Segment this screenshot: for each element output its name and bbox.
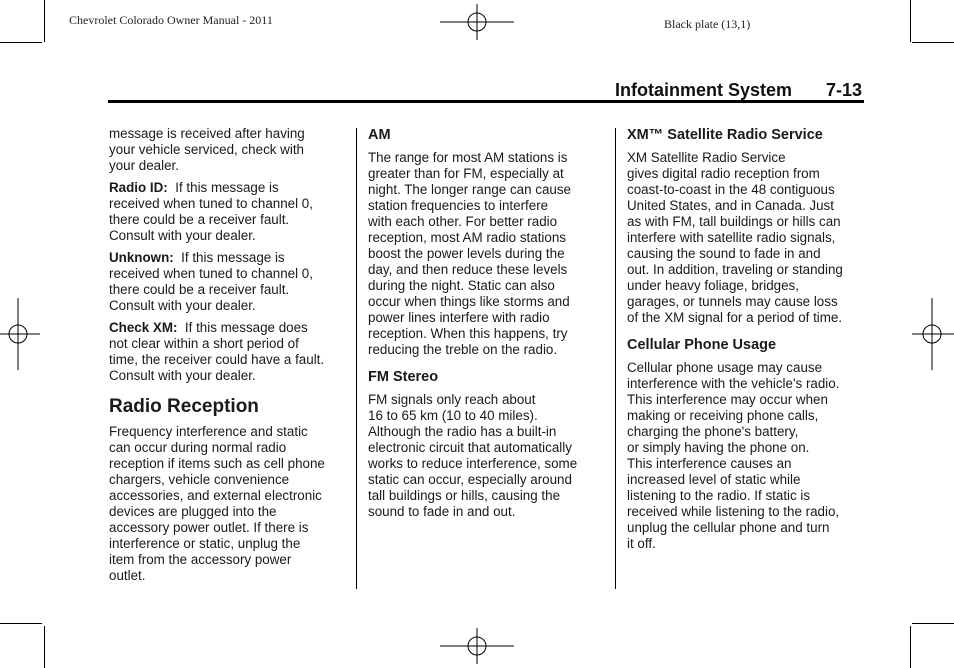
- am-paragraph: The range for most AM stations is greater than for FM, especially at night. The longer range can cause station frequencies to interfere with each other. For better radio reception, most AM radio stations boost the power levels during the day, and then reduce these levels during the night. Static can also occur when things like storms and power lines interfere with radio reception. When this happens, try reducing the treble on the radio.: [368, 150, 571, 357]
- xm-satellite-heading: XM™ Satellite Radio Service: [627, 127, 823, 143]
- column-separator-2: [615, 128, 616, 589]
- crop-mark-top-right-horizontal: [912, 42, 954, 43]
- plate-manual-title: Chevrolet Colorado Owner Manual - 2011: [69, 13, 273, 27]
- check-xm-term: Check XM:: [109, 320, 178, 335]
- fm-stereo-paragraph: FM signals only reach about 16 to 65 km (10 to 40 miles). Although the radio has a built-in electronic circuit that automatically works to reduce interference, some static can occur, especially around tall buildings or hills, causing the sound to fade in and out.: [368, 392, 578, 519]
- am-heading: AM: [368, 127, 391, 143]
- cellular-phone-heading: Cellular Phone Usage: [627, 337, 777, 353]
- radio-id-entry: Radio ID: If this message is received when tuned to channel 0, there could be a receiver fault. Consult with your dealer.: [109, 180, 313, 243]
- header-rule: [108, 100, 864, 103]
- xm-satellite-paragraph: XM Satellite Radio Service gives digital radio reception from coast-to-coast in the 48 contiguous United States, and in Canada. Just as with FM, tall buildings or hills can interfere with satellite radio signals, causing the sound to fade in and out. In addition, traveling or standing under heavy foliage, bridges, garages, or tunnels may cause loss of the XM signal for a period of time.: [627, 150, 843, 325]
- unknown-entry: Unknown: If this message is received when tuned to channel 0, there could be a receiver fault. Consult with your dealer.: [109, 250, 313, 313]
- crop-mark-bottom-right-horizontal: [912, 623, 954, 624]
- fm-stereo-heading: FM Stereo: [368, 369, 439, 385]
- check-xm-entry: Check XM: If this message does not clear within a short period of time, the receiver could have a fault. Consult with your dealer.: [109, 320, 325, 383]
- radio-reception-paragraph: Frequency interference and static can occur during normal radio reception if items such as cell phone chargers, vehicle convenience accessories, and external electronic devices are plugged into the accessory power outlet. If there is interference or static, unplug the item from the accessory power outlet.: [109, 424, 325, 583]
- plate-black-plate: Black plate (13,1): [664, 17, 751, 31]
- registration-mark-right: [912, 298, 954, 370]
- column-1: [109, 126, 354, 590]
- cellular-phone-paragraph: Cellular phone usage may cause interference with the vehicle's radio. This interference may occur when making or receiving phone calls, charging the phone's battery, or simply having the phone on. This interference causes an increased level of static while listening to the radio. If static is received while listening to the radio, unplug the cellular phone and turn it off.: [627, 360, 840, 551]
- column-separator-1: [356, 128, 357, 589]
- column-3: [627, 126, 867, 558]
- radio-reception-heading: Radio Reception: [109, 396, 259, 417]
- registration-mark-bottom: [440, 628, 514, 664]
- section-title: Infotainment System: [615, 80, 793, 100]
- crop-mark-bottom-left-vertical: [44, 626, 45, 668]
- registration-mark-top: [440, 4, 514, 40]
- registration-mark-left: [0, 298, 40, 370]
- radio-id-term: Radio ID:: [109, 180, 168, 195]
- column-2: [368, 126, 608, 526]
- continued-paragraph: message is received after having your vehicle serviced, check with your dealer.: [109, 126, 305, 173]
- crop-mark-bottom-left-horizontal: [0, 623, 42, 624]
- crop-mark-top-left-vertical: [44, 0, 45, 42]
- crop-mark-top-left-horizontal: [0, 42, 42, 43]
- crop-mark-bottom-right-vertical: [910, 626, 911, 668]
- page-number: 7-13: [826, 80, 863, 100]
- unknown-term: Unknown:: [109, 250, 174, 265]
- crop-mark-top-right-vertical: [910, 0, 911, 42]
